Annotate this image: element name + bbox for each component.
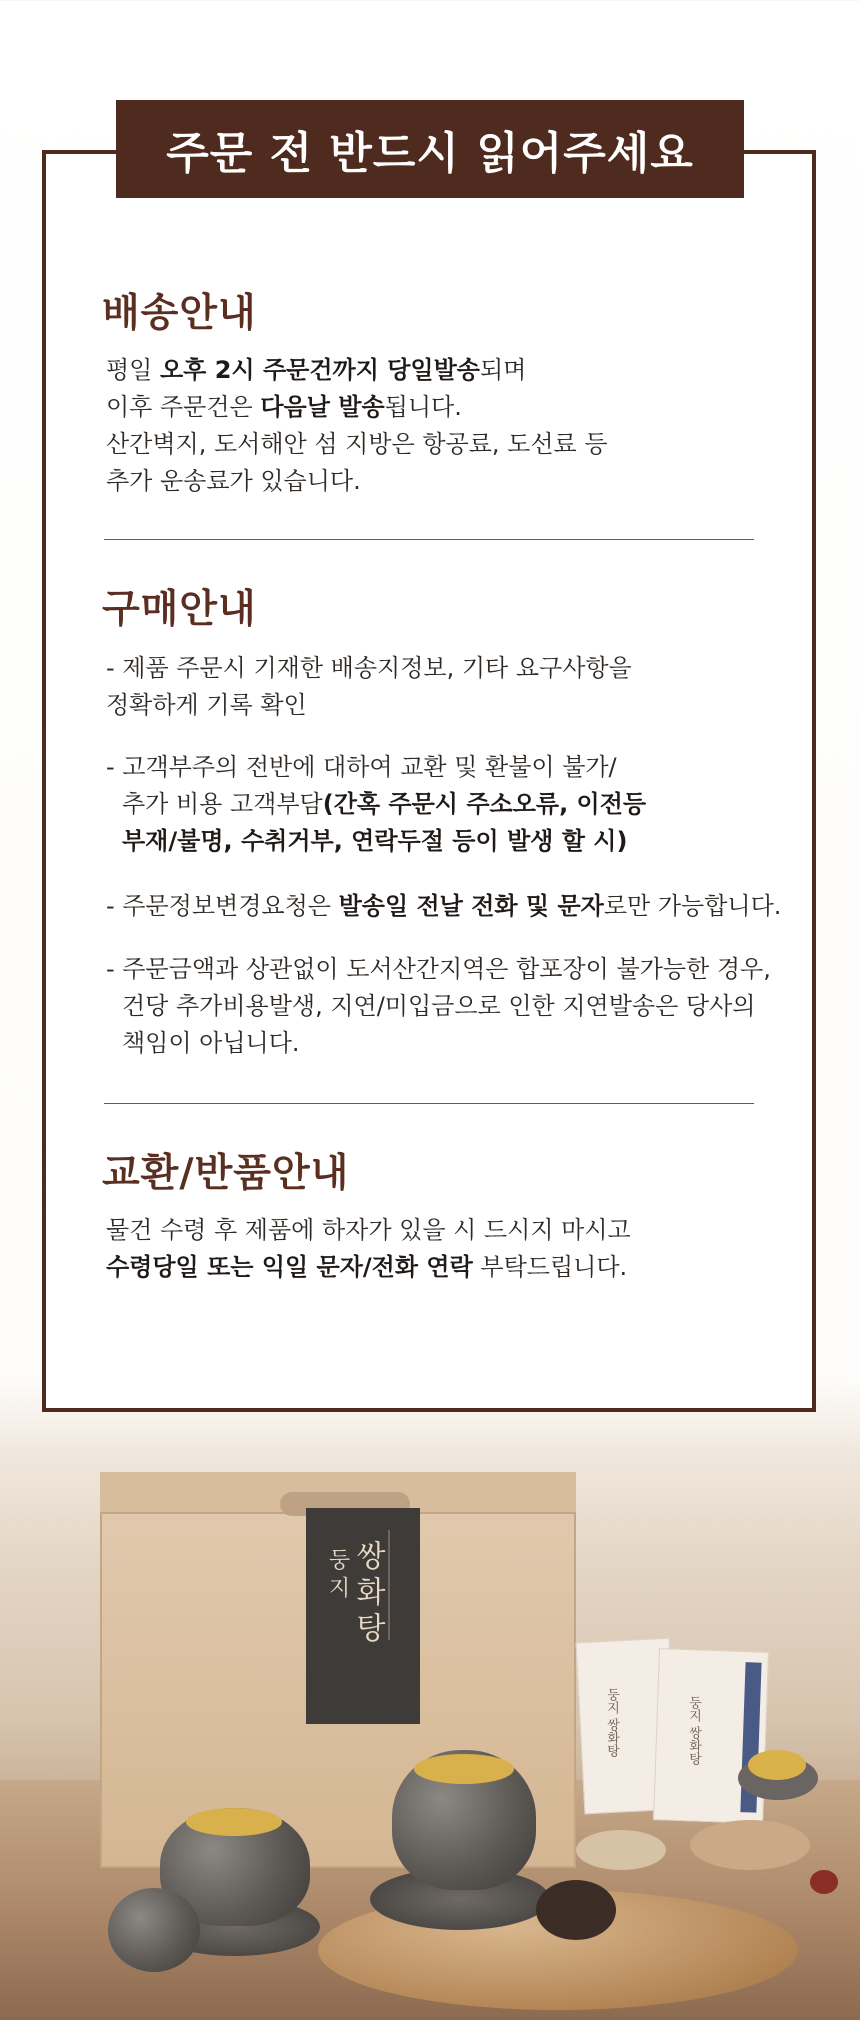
purchase-item-1-line-1: - 제품 주문시 기재한 배송지정보, 기타 요구사항을	[106, 654, 632, 682]
shipping-text	[106, 352, 608, 500]
herb-slices	[576, 1830, 666, 1870]
purchase-item-2	[106, 749, 786, 860]
shipping-line-1: 평일 오후 2시 주문건까지 당일발송되며	[106, 356, 527, 384]
divider-2	[104, 1103, 754, 1104]
shipping-line-4: 추가 운송료가 있습니다.	[106, 467, 361, 495]
box-label-brand: 둥지	[325, 1548, 350, 1604]
purchase-item-2-line-1: - 고객부주의 전반에 대하여 교환 및 환불이 불가/	[106, 753, 617, 781]
purchase-item-2-line-3: 부재/불명, 수취거부, 연락두절 등이 발생 할 시)	[122, 827, 628, 855]
purchase-item-3: - 주문정보변경요청은 발송일 전날 전화 및 문자로만 가능합니다.	[106, 892, 782, 920]
divider-1	[104, 539, 754, 540]
pouch-label-2: 둥지 쌍화탕	[686, 1696, 701, 1766]
box-label-main: 쌍화탕	[350, 1540, 385, 1648]
box-label-tagline	[382, 1530, 396, 1640]
tea-pouch-2	[653, 1648, 769, 1824]
exchange-line-1: 물건 수령 후 제품에 하자가 있을 시 드시지 마시고	[106, 1216, 631, 1244]
exchange-section-title: 교환/반품안내	[102, 1151, 350, 1196]
pot-right-contents	[414, 1754, 514, 1784]
purchase-item-1	[106, 650, 786, 724]
purchase-item-2-line-2: 추가 비용 고객부담(간혹 주문시 주소오류, 이전등	[122, 790, 647, 818]
purchase-item-4-line-1: - 주문금액과 상관없이 도서산간지역은 합포장이 불가능한 경우,	[106, 955, 771, 983]
jujube-dried	[536, 1880, 616, 1940]
purchase-item-4-line-3: 책임이 아닙니다.	[122, 1029, 300, 1057]
purchase-section-title: 구매안내	[102, 587, 257, 632]
page-title: 주문 전 반드시 읽어주세요	[116, 100, 744, 198]
shipping-section-title: 배송안내	[102, 291, 257, 336]
herb-pile	[690, 1820, 810, 1870]
exchange-line-2: 수령당일 또는 익일 문자/전화 연락 부탁드립니다.	[106, 1253, 628, 1281]
shipping-line-2: 이후 주문건은 다음날 발송됩니다.	[106, 393, 462, 421]
exchange-text	[106, 1212, 631, 1286]
nuts	[748, 1750, 806, 1780]
purchase-item-1-line-2: 정확하게 기록 확인	[106, 691, 307, 719]
shipping-line-3: 산간벽지, 도서해안 섬 지방은 항공료, 도선료 등	[106, 430, 608, 458]
pouch-label-1: 둥지 쌍화탕	[604, 1688, 619, 1758]
pot-lid	[108, 1888, 200, 1972]
purchase-item-4	[106, 951, 846, 1062]
pot-left-contents	[186, 1808, 282, 1836]
purchase-item-4-line-2: 건당 추가비용발생, 지연/미입금으로 인한 지연발송은 당사의	[122, 992, 756, 1020]
red-jujube	[810, 1870, 838, 1894]
